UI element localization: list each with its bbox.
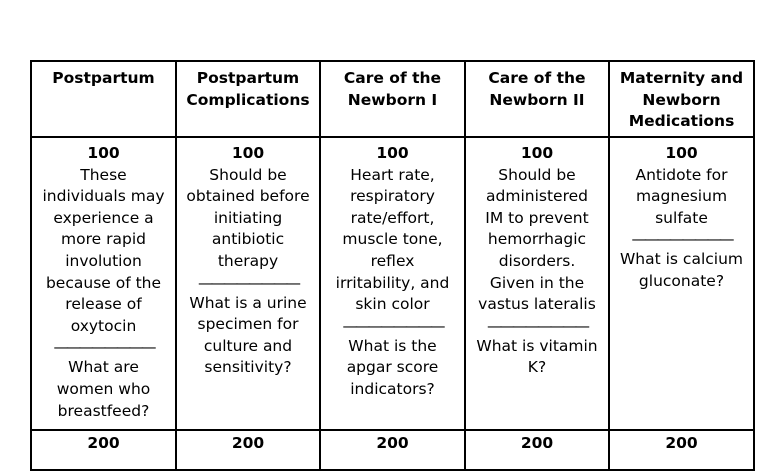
clue-cell-newborn-2-200 [466, 431, 610, 471]
answer-line: breastfeed? [57, 401, 150, 420]
answer-divider: ———————— [487, 316, 587, 335]
clue-line: initiating [213, 208, 283, 227]
point-value: 100 [87, 144, 120, 162]
clue-line: Should be [209, 165, 287, 184]
answer-line: apgar score [346, 358, 439, 377]
clue-line: muscle tone, [342, 230, 443, 249]
answer-divider: ———————— [198, 273, 298, 292]
clue-line: These [80, 165, 127, 184]
header-line: Newborn I [347, 90, 438, 109]
header-line: Maternity and [619, 69, 744, 87]
point-value: 200 [665, 434, 698, 452]
answer-line: indicators? [350, 379, 435, 398]
header-line: Newborn II [489, 90, 585, 109]
clue-line: administered [486, 187, 588, 206]
clue-line: magnesium [635, 187, 728, 206]
header-line: Newborn [642, 90, 721, 109]
header-line: Medications [628, 112, 735, 130]
clue-line: reflex [370, 251, 415, 270]
clue-line: therapy [217, 251, 279, 270]
clue-line: disorders. [498, 251, 576, 270]
answer-divider: ———————— [631, 230, 732, 249]
point-value: 200 [376, 434, 409, 452]
clue-line: irritability, and [335, 273, 450, 292]
clue-line: experience a [53, 208, 154, 227]
answer-line: What is calcium [619, 250, 744, 269]
point-value: 100 [520, 144, 554, 162]
answer-line: What is a urine [189, 293, 307, 312]
clue-line: individuals may [42, 187, 165, 206]
point-value: 100 [376, 144, 409, 162]
answer-line: sensitivity? [204, 358, 292, 377]
header-care-of-newborn-2 [466, 62, 610, 138]
clue-line: sulfate [655, 208, 708, 227]
header-line: Care of the [343, 69, 442, 87]
clue-line: oxytocin [70, 316, 137, 335]
header-care-of-newborn-1 [321, 62, 466, 138]
header-postpartum [32, 62, 177, 138]
clue-line: rate/effort, [350, 208, 435, 227]
clue-cell-complications-200 [177, 431, 321, 471]
header-line: Complications [186, 90, 310, 109]
clue-line: antibiotic [211, 230, 285, 249]
answer-line: women who [56, 379, 151, 398]
answer-line: What is the [348, 336, 437, 355]
header-postpartum-complications [177, 62, 321, 138]
clue-cell-newborn-1-100 [321, 138, 466, 431]
answer-line: K? [527, 358, 547, 377]
clue-line: Antidote for [635, 165, 728, 184]
point-value: 200 [520, 434, 554, 452]
clue-line: more rapid [61, 230, 146, 249]
clue-line: IM to prevent [485, 208, 589, 227]
clue-line: release of [65, 295, 142, 314]
clue-line: because of the [45, 273, 162, 292]
answer-line: specimen for [197, 315, 299, 334]
point-value: 100 [231, 144, 265, 162]
point-value: 200 [231, 434, 265, 452]
clue-cell-medications-100 [610, 138, 755, 431]
clue-line: skin color [355, 295, 430, 314]
point-value: 200 [87, 434, 120, 452]
clue-line: involution [65, 251, 142, 270]
header-line: Care of the [488, 69, 586, 87]
clue-cell-medications-200 [610, 431, 755, 471]
point-value: 100 [665, 144, 698, 162]
header-maternity-newborn-medications [610, 62, 755, 138]
jeopardy-grid [30, 60, 755, 471]
clue-line: Heart rate, [350, 165, 435, 184]
answer-line: gluconate? [638, 271, 725, 290]
clue-line: respiratory [350, 187, 435, 206]
answer-line: What are [68, 358, 139, 377]
answer-divider: ———————— [342, 316, 443, 335]
clue-line: Given in the [489, 273, 585, 292]
answer-line: culture and [203, 336, 293, 355]
header-line: Postpartum [196, 69, 300, 87]
clue-cell-complications-100 [177, 138, 321, 431]
clue-cell-newborn-1-200 [321, 431, 466, 471]
answer-divider: ———————— [53, 338, 154, 357]
clue-line: obtained before [186, 187, 310, 206]
clue-line: vastus lateralis [478, 295, 596, 314]
clue-line: Should be [498, 165, 576, 184]
clue-cell-postpartum-100 [32, 138, 177, 431]
clue-line: hemorrhagic [487, 230, 587, 249]
clue-cell-postpartum-200 [32, 431, 177, 471]
answer-line: What is vitamin [476, 336, 598, 355]
header-line: Postpartum [52, 69, 155, 87]
clue-cell-newborn-2-100 [466, 138, 610, 431]
